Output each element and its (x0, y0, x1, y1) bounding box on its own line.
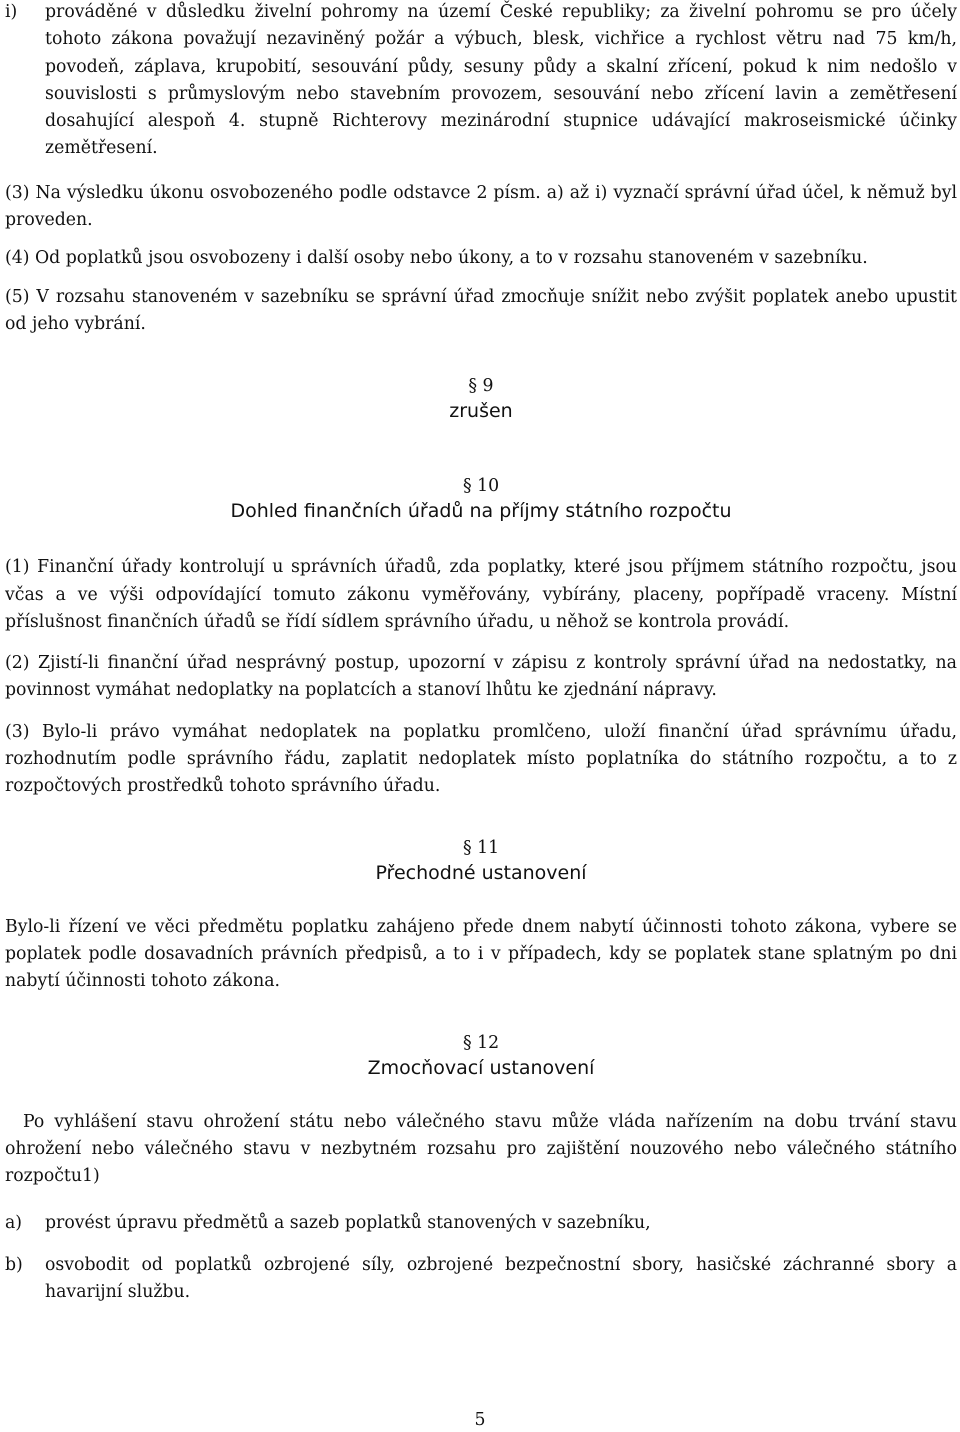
paragraph-10-1: (1) Finanční úřady kontrolují u správních úřadů, zda poplatky, které jsou příjmem státního rozpočtu, jsou včas a ve výši odpovídající tomuto zákonu vyměřovány, vybírány, placeny, popřípadě vraceny. Místní příslušnost finančních úřadů se řídí sídlem správního úřadu, u něhož se kontrola provádí. (5, 557, 957, 632)
list-item-label: a) (5, 1213, 23, 1234)
list-item-label: i) (5, 2, 18, 22)
paragraph-10-2: (2) Zjistí-li finanční úřad nesprávný postup, upozorní v zápisu z kontroly správní úřad na nedostatky, na povinnost vymáhat nedoplatky na poplatcích a stanoví lhůtu ke zjednání nápravy. (5, 653, 957, 701)
section-10-title: Dohled finančních úřadů na příjmy státního rozpočtu (230, 500, 732, 523)
paragraph-10-3: (3) Bylo-li právo vymáhat nedoplatek na poplatku promlčeno, uloží finanční úřad správnímu úřadu, rozhodnutím podle správního řádu, zaplatit nedoplatek místo poplatníka do státního rozpočtu, a to z rozpočtových prostředků tohoto správního úřadu. (5, 721, 957, 797)
list-item-label: b) (5, 1254, 23, 1275)
list-item-text: prováděné v důsledku živelní pohromy na území České republiky; za živelní pohromu se pro účely tohoto zákona považují nezaviněný požár a výbuch, blesk, vichřice a rychlost větru nad 75 km/h, povodeň, záplava, krupobití, sesouvání půdy, sesuny půdy a skalní zřícení, pokud k nim nedošlo v souvislosti s průmyslovým nebo stavebním provozem, sesouvání nebo zřícení lavin a zemětřesení dosahující alespoň 4. stupně Richterovy mezinárodní stupnice udávající makroseismické účinky zemětřesení. (45, 2, 957, 159)
list-item-b (5, 1252, 957, 1307)
section-10-number: § 10 (462, 476, 500, 497)
section-12-title: Zmocňovací ustanovení (367, 1056, 595, 1079)
paragraph-8-3: (3) Na výsledku úkonu osvobozeného podle odstavce 2 písm. a) až i) vyznačí správní úřad účel, k němuž byl proveden. (5, 182, 957, 231)
list-item-text: provést úpravu předmětů a sazeb poplatků stanovených v sazebníku, (45, 1213, 651, 1234)
section-9-title: zrušen (449, 400, 513, 423)
section-9-number: § 9 (468, 376, 494, 397)
section-11-number: § 11 (462, 837, 500, 858)
paragraph-8-5: (5) V rozsahu stanoveném v sazebníku se správní úřad zmocňuje snížit nebo zvýšit poplatek anebo upustit od jeho vybrání. (5, 286, 957, 334)
list-item-i (5, 0, 957, 163)
page-number: 5 (474, 1410, 486, 1430)
section-12-number: § 12 (462, 1032, 500, 1053)
paragraph-11: Bylo-li řízení ve věci předmětu poplatku zahájeno přede dnem nabytí účinnosti tohoto zákona, vybere se poplatek podle dosavadních právních předpisů, a to i v případech, kdy se poplatek stane splatným po dni nabytí účinnosti tohoto zákona. (5, 916, 957, 992)
list-item-text: osvobodit od poplatků ozbrojené síly, ozbrojené bezpečnostní sbory, hasičské záchranné sbory a havarijní službu. (45, 1254, 957, 1303)
list-item-a (5, 1210, 957, 1237)
paragraph-8-4: (4) Od poplatků jsou osvobozeny i další osoby nebo úkony, a to v rozsahu stanoveném v sazebníku. (5, 248, 868, 269)
document-page (5, 0, 957, 1306)
paragraph-12: Po vyhlášení stavu ohrožení státu nebo válečného stavu může vláda nařízením na dobu trvání stavu ohrožení nebo válečného stavu v nezbytném rozsahu pro zajištění nouzového nebo válečného státního rozpočtu1) (5, 1111, 957, 1187)
section-11-title: Přechodné ustanovení (375, 861, 587, 884)
